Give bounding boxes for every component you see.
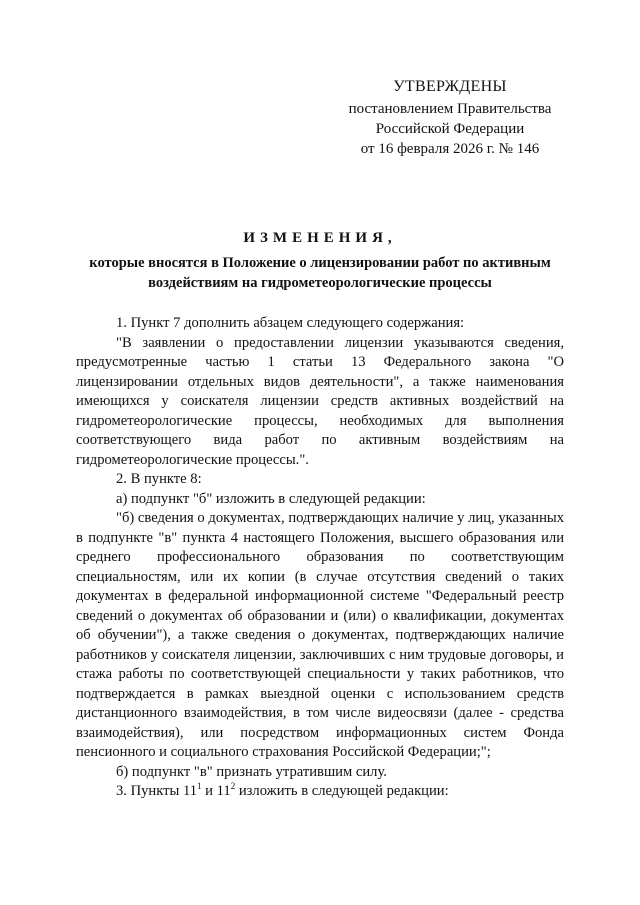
paragraph-5: "б) сведения о документах, подтверждающих наличие у лиц, указанных в подпункте "в" пункта 4 настоящего Положения, высшего образования или среднего профессионального образования по соответствующим специальностям, или их копии (в случае отсутствия сведений о таких документах в федеральной информационной системе "Федеральный реестр сведений о документах об образовании и (или) о квалификации, документах об обучении"), а также сведения о документах, подтверждающих наличие работников у соискателя лицензии, заключивших с ним трудовые договоры, и стажа работы по соответствующей специальности у таких работников, что подтверждается в рамках выездной оценки с использованием средств дистанционного взаимодействия, в том числе видеосвязи (далее - средства взаимодействия), или посредством информационных систем Фонда пенсионного и социального страхования Российской Федерации;"; (76, 510, 564, 760)
approval-block (330, 77, 570, 159)
paragraph-7-end: изложить в следующей редакции: (235, 783, 449, 799)
superscript-2: 2 (230, 781, 236, 792)
paragraph-7-start: 3. Пункты 11 (116, 783, 198, 799)
approval-line-1: постановлением Правительства (348, 101, 552, 117)
approval-line-3: от 16 февраля 2026 г. № 146 (360, 141, 540, 157)
superscript-1: 1 (197, 781, 202, 792)
paragraph-1: 1. Пункт 7 дополнить абзацем следующего содержания: (116, 315, 465, 331)
paragraph-2: "В заявлении о предоставлении лицензии указываются сведения, предусмотренные частью 1 статьи 13 Федерального закона "О лицензировании отдельных видов деятельности", а также наименования имеющихся у соискателя лицензии средств активных воздействий на гидрометеорологические процессы, необходимых для выполнения соответствующего вида работ по активным воздействиям на гидрометеорологические процессы.". (76, 334, 564, 468)
paragraph-7-middle: и 11 (201, 783, 231, 799)
paragraph-3: 2. В пункте 8: (116, 471, 202, 487)
paragraph-4: а) подпункт "б" изложить в следующей редакции: (116, 490, 426, 507)
document-body (76, 314, 564, 802)
paragraph-7 (76, 782, 564, 802)
approval-title: УТВЕРЖДЕНЫ (393, 78, 507, 95)
document-subtitle: которые вносятся в Положение о лицензировании работ по активным воздействиям на гидрометеорологические процессы (89, 255, 551, 291)
approval-line-2: Российской Федерации (375, 121, 525, 137)
paragraph-6: б) подпункт "в" признать утратившим силу. (116, 763, 387, 780)
document-title: ИЗМЕНЕНИЯ, (243, 230, 397, 246)
